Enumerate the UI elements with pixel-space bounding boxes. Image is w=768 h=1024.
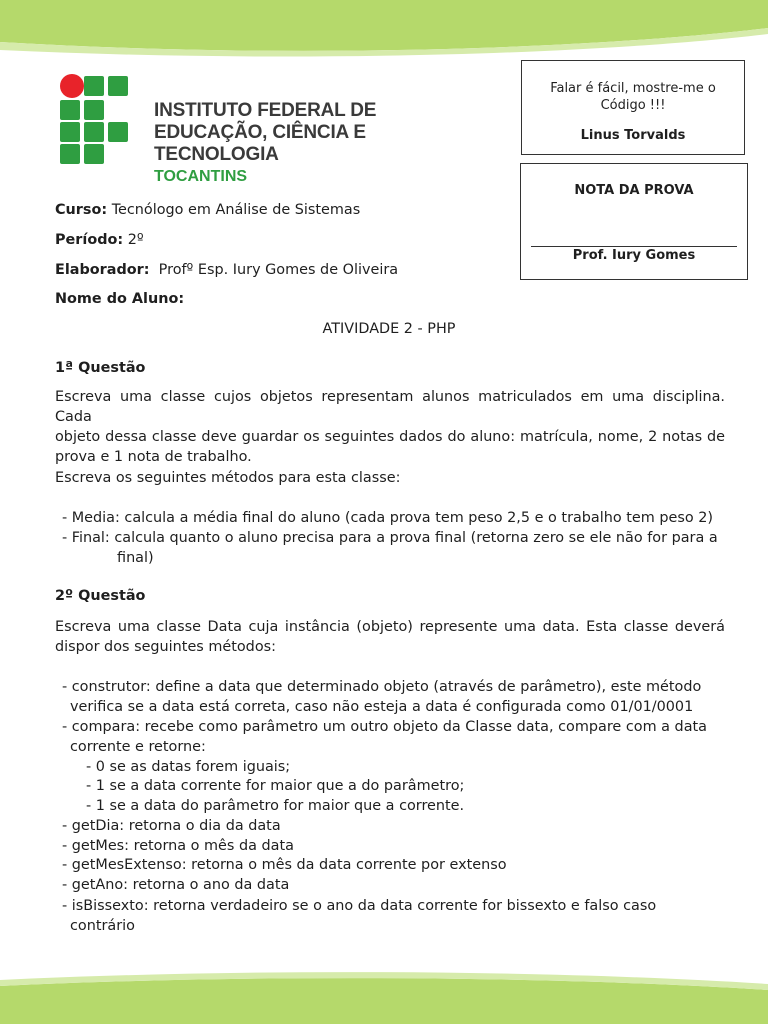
q2-paragraph-1: Escreva uma classe Data cuja instância (objeto) represente uma data. Esta classe deverá dispor dos seguintes métodos: [55,619,725,655]
grade-professor: Prof. Iury Gomes [572,248,696,263]
period-label: Período: [55,232,124,248]
q2-item-compara: - compara: recebe como parâmetro um outro objeto da Classe data, compare com a data [62,719,707,735]
grade-box [520,163,748,280]
author-line [55,260,398,280]
q2-sub-1: - 0 se as datas forem iguais; [86,759,291,775]
course-line [55,200,360,220]
period-line [55,230,144,250]
logo-line-2: EDUCAÇÃO, CIÊNCIA E TECNOLOGIA [154,122,366,165]
author-value: Profº Esp. Iury Gomes de Oliveira [149,262,399,278]
quote-line-1: Falar é fácil, mostre-me o [550,81,716,96]
q2-item-isbissexto-cont: contrário [70,918,135,934]
logo-line-3: TOCANTINS [154,168,248,185]
q2-sub-3: - 1 se a data do parâmetro for maior que a corrente. [86,798,465,814]
logo-mark [60,74,130,164]
grade-signature-line [531,246,737,247]
grade-title: NOTA DA PROVA [574,183,694,198]
q1-item-final-cont: final) [117,550,154,566]
q2-item-getmesextenso: - getMesExtenso: retorna o mês da data corrente por extenso [62,857,507,873]
course-value: Tecnólogo em Análise de Sistemas [107,202,361,218]
q1-paragraph-1: Escreva uma classe cujos objetos representam alunos matriculados em uma disciplina. Cada objeto dessa classe deve guardar os seguintes dados do aluno: matrícula, nome, 2 notas de prova e 1 nota de trabalho. [55,389,725,465]
institute-logo [60,74,480,185]
q2-item-construtor: - construtor: define a data que determinado objeto (através de parâmetro), este método [62,679,702,695]
quote-line-2: Código !!! [600,98,666,113]
course-label: Curso: [55,202,108,218]
q2-item-isbissexto: - isBissexto: retorna verdadeiro se o ano da data corrente for bissexto e falso caso [62,898,657,914]
header-wave [0,0,768,60]
q2-item-getano: - getAno: retorna o ano da data [62,877,290,893]
footer-wave [0,966,768,1024]
q1-item-final: - Final: calcula quanto o aluno precisa para a prova final (retorna zero se ele não for para a [62,530,718,546]
q1-item-media: - Media: calcula a média final do aluno (cada prova tem peso 2,5 e o trabalho tem peso 2) [62,510,713,526]
quote-box [521,60,745,155]
activity-title: ATIVIDADE 2 - PHP [322,321,456,337]
q2-item-construtor-cont: verifica se a data está correta, caso não esteja a data é configurada como 01/01/0001 [70,699,694,715]
quote-author: Linus Torvalds [580,128,686,143]
q2-item-getdia: - getDia: retorna o dia da data [62,818,281,834]
logo-red-circle [60,74,84,98]
period-value: 2º [123,232,144,248]
student-name-label: Nome do Aluno: [55,291,185,307]
logo-line-1: INSTITUTO FEDERAL DE [154,100,377,121]
author-label: Elaborador: [55,262,150,278]
q2-item-compara-cont: corrente e retorne: [70,739,206,755]
q2-sub-2: - 1 se a data corrente for maior que a do parâmetro; [86,778,465,794]
q1-title: 1ª Questão [55,360,146,376]
q2-item-getmes: - getMes: retorna o mês da data [62,838,294,854]
q2-title: 2º Questão [55,588,146,604]
q1-paragraph-2: Escreva os seguintes métodos para esta classe: [55,470,401,486]
